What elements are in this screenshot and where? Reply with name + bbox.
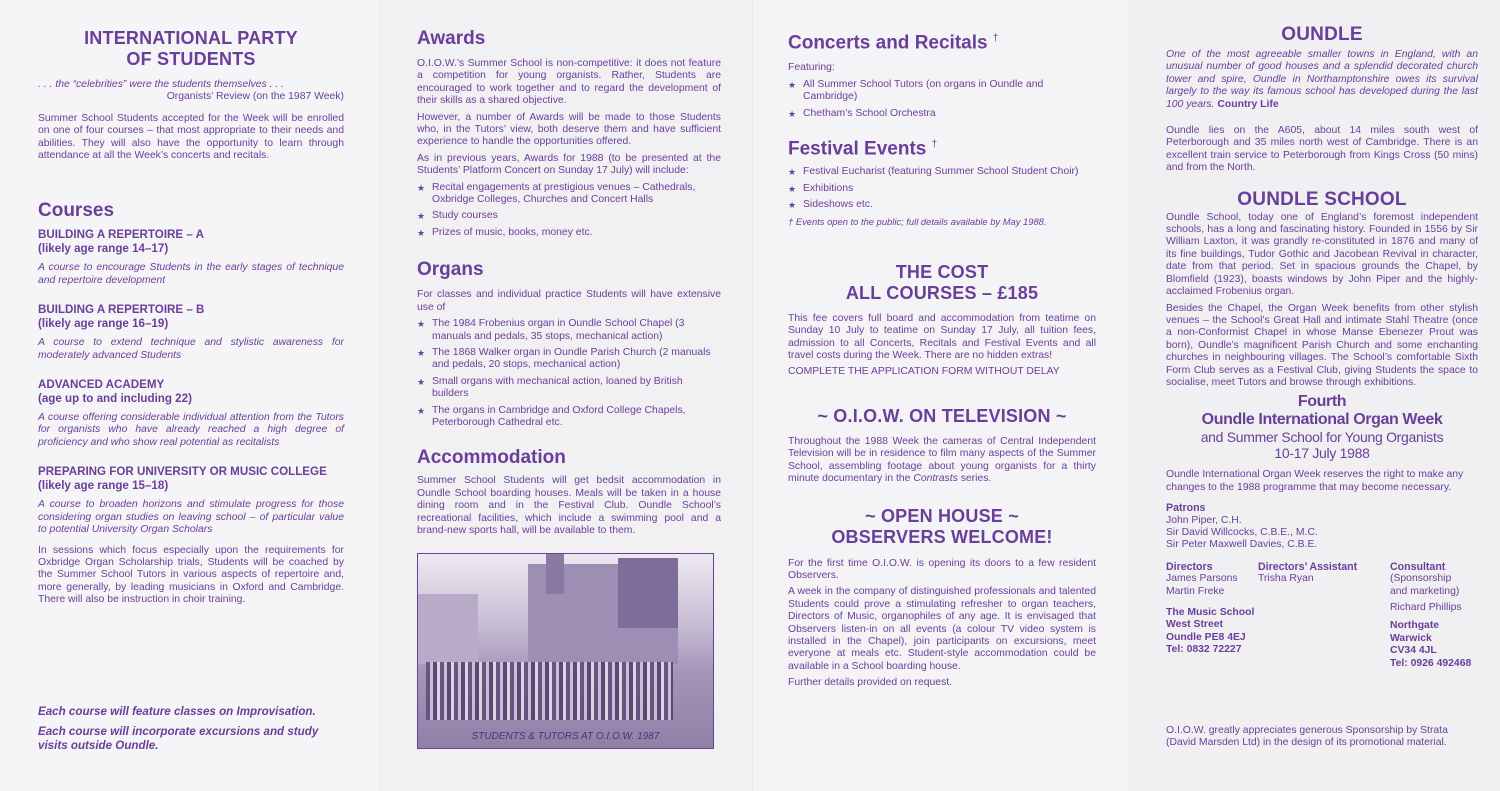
assistant-name: Trisha Ryan: [1258, 573, 1314, 585]
quote: . . . the “celebrities” were the students themselves . . .: [38, 79, 285, 90]
courses-heading: Courses: [38, 200, 115, 222]
staff-block: [1166, 561, 1478, 670]
telephone: Tel: 0926 492468: [1390, 657, 1472, 669]
telephone: Tel: 0832 72227: [1166, 644, 1242, 656]
accommodation-paragraph: Summer School Students will get bedsit accommodation in Oundle School boarding houses. Meals will be taken in a house dining room and in the Festival Club. Oundle School’s recreational facilities, which include a swimming pool and a brand-new sports hall, will be available to them.: [417, 475, 721, 536]
course-age: (likely age range 14–17): [38, 242, 169, 256]
address-line: West Street: [1166, 619, 1223, 631]
photo-group: [426, 662, 673, 720]
course-desc: A course to broaden horizons and stimulate progress for those considering organ studies on leaving school – of particular value to potential University Organ Scholars: [38, 499, 344, 536]
address-line: Northgate: [1390, 620, 1440, 632]
list-item: ★ The 1984 Frobenius organ in Oundle School Chapel (3 manuals and pedals, 35 stops, mechanical action): [417, 318, 721, 343]
patron-name: John Piper, C.H.: [1166, 514, 1242, 526]
address-line: CV34 4JL: [1390, 645, 1437, 657]
list-item: ★ The organs in Cambridge and Oxford College Chapels, Peterborough Cathedral etc.: [417, 405, 721, 430]
event-edition: Fourth: [1297, 393, 1347, 411]
course-age: (likely age range 15–18): [38, 479, 169, 493]
school-address: [1166, 607, 1258, 657]
course-item: [38, 465, 344, 536]
open-house-heading-line1: ~ OPEN HOUSE ~: [865, 505, 1019, 526]
photo-trees: [418, 594, 478, 664]
patron-name: Sir Peter Maxwell Davies, C.B.E.: [1166, 539, 1318, 551]
address-line: The Music School: [1166, 607, 1255, 618]
list-item: ★ Exhibitions: [788, 183, 1096, 195]
note-improvisation: Each course will feature classes on Improvisation.: [38, 705, 316, 718]
course-name: BUILDING A REPERTOIRE – B: [38, 303, 205, 317]
open-house-paragraph-2: A week in the company of distinguished professionals and talented Students could prove a stimulating refresher to organ teachers, Directors of Music, organophiles of any age. It is envisaged that Observers listen-in on all events (a colour TV video system is installed in the Chapel), join participants on excursions, meet everyone at meals etc. Student-style accommodation could be available in a School boarding house.: [788, 586, 1096, 672]
oundle-quote-source: Country Life: [1217, 98, 1279, 110]
festival-list: [788, 166, 1096, 211]
event-subtitle: and Summer School for Young Organists: [1200, 429, 1444, 446]
organs-heading: Organs: [417, 259, 484, 281]
oxbridge-paragraph: In sessions which focus especially upon the requirements for Oxbridge Organ Scholarship trials, Students will be coached by the Summer School Tutors in various aspects of repertoire and, more generally, by leading musicians in Oxford and Cambridge. There will also be instruction in choir training.: [38, 544, 344, 606]
rights-notice: Oundle International Organ Week reserves the right to make any changes to the 1988 programme that may become necessary.: [1166, 469, 1464, 493]
address-line: Warwick: [1390, 632, 1432, 644]
course-name: BUILDING A REPERTOIRE – A: [38, 228, 204, 242]
title-line2: OF STUDENTS: [126, 49, 256, 69]
television-text: Throughout the 1988 Week the cameras of Central Independent Television will be in residence to film many aspects of the Summer School, assembling footage about young organists for a thirty minute documentary in the: [788, 435, 1096, 485]
sponsorship-note: O.I.O.W. greatly appreciates generous Sponsorship by Strata (David Marsden Ltd) in the design of its promotional material.: [1166, 725, 1448, 749]
oundle-school-heading: OUNDLE SCHOOL: [1237, 188, 1407, 210]
course-desc: A course offering considerable individual attention from the Tutors for organists who have already reached a high degree of proficiency and who show real potential as recitalists: [38, 412, 344, 448]
course-name: PREPARING FOR UNIVERSITY OR MUSIC COLLEGE: [38, 465, 327, 479]
festival-heading-text: Festival Events: [788, 138, 927, 160]
patrons-heading: Patrons: [1166, 502, 1206, 515]
panel-oundle: [1130, 0, 1500, 791]
list-item: ★ Chetham’s School Orchestra: [788, 108, 1096, 120]
directors-column: [1166, 561, 1258, 670]
list-item: ★ Study courses: [417, 210, 721, 222]
events-footnote: † Events open to the public; full details available by May 1988.: [788, 215, 1047, 227]
patron-name: Sir David Willcocks, C.B.E., M.C.: [1166, 526, 1318, 538]
course-item: [38, 228, 344, 287]
list-item: ★ Prizes of music, books, money etc.: [417, 227, 721, 239]
cost-heading-line1: THE COST: [895, 261, 989, 282]
quote-source: Organists’ Review (on the 1987 Week): [166, 91, 344, 103]
oundle-quote-text: One of the most agreeable smaller towns in England, with an unusual number of good houses and a splendid decorated church tower and spire, Oundle in Northamptonshire owes its survival largely to the way its famous school has developed during the last 100 years.: [1166, 49, 1478, 110]
panel-concerts-cost: [753, 0, 1130, 791]
event-title: Oundle International Organ Week: [1201, 411, 1443, 429]
awards-paragraph-2: However, a number of Awards will be made to those Students who, in the Tutors’ view, both deserve them and have sufficient experience to handle the opportunities offered.: [417, 111, 721, 148]
list-item: ★ Recital engagements at prestigious venues – Cathedrals, Oxbridge Colleges, Churches and Concert Halls: [417, 182, 721, 207]
photo-wing: [618, 558, 678, 628]
television-heading: ~ O.I.O.W. ON TELEVISION ~: [817, 405, 1067, 426]
dagger-mark: †: [992, 33, 999, 44]
intro-paragraph: Summer School Students accepted for the Week will be enrolled on one of four courses – that most appropriate to their needs and abilities. They will also have the opportunity to learn through attendance at all the Week’s concerts and recitals.: [38, 112, 344, 162]
open-house-paragraph-3: Further details provided on request.: [788, 677, 953, 689]
consultant-heading: Consultant: [1390, 560, 1446, 573]
awards-list: [417, 182, 721, 240]
directors-heading: Directors: [1166, 560, 1213, 573]
cost-call-to-action: COMPLETE THE APPLICATION FORM WITHOUT DELAY: [788, 365, 1060, 377]
concerts-heading: [788, 28, 1096, 54]
assistant-heading: Directors’ Assistant: [1258, 560, 1358, 573]
course-desc: A course to extend technique and stylistic awareness for moderately advanced Students: [38, 337, 344, 361]
event-dates: 10-17 July 1988: [1274, 445, 1370, 462]
television-series-name: Contrasts: [913, 473, 958, 485]
note-excursions: Each course will incorporate excursions and study visits outside Oundle.: [38, 725, 319, 752]
organs-intro: For classes and individual practice Students will have extensive use of: [417, 289, 721, 313]
concerts-list: [788, 79, 1096, 120]
oundle-location: Oundle lies on the A605, about 14 miles south west of Peterborough and 35 miles north west of Cambridge. There is an excellent train service to Peterborough from Kings Cross (50 mins) and from the North.: [1166, 125, 1478, 174]
awards-paragraph-3: As in previous years, Awards for 1988 (to be presented at the Students’ Platform Concert on Sunday 17 July) will include:: [417, 152, 721, 177]
consultant-column: [1390, 561, 1478, 670]
consultant-role: (Sponsorship: [1390, 573, 1452, 585]
address-line: Oundle PE8 4EJ: [1166, 631, 1246, 643]
photo-tower: [546, 554, 564, 594]
featuring-label: Featuring:: [788, 62, 835, 74]
open-house-paragraph-1: For the first time O.I.O.W. is opening its doors to a few resident Observers.: [788, 557, 1096, 581]
consultant-address: [1390, 620, 1478, 670]
list-item: ★ Festival Eucharist (featuring Summer School Student Choir): [788, 166, 1096, 178]
open-house-heading-line2: OBSERVERS WELCOME!: [831, 526, 1053, 547]
festival-heading: [788, 134, 1096, 160]
oundle-heading: OUNDLE: [1281, 24, 1363, 45]
course-age: (likely age range 16–19): [38, 317, 169, 331]
course-name: ADVANCED ACADEMY: [38, 378, 165, 392]
television-paragraph: [788, 436, 1096, 486]
group-photo: [417, 553, 714, 749]
television-text-end: series.: [957, 473, 992, 485]
list-item: ★ The 1868 Walker organ in Oundle Parish Church (2 manuals and pedals, 20 stops, mechanical action): [417, 347, 721, 372]
course-desc: A course to encourage Students in the early stages of technique and repertoire development: [38, 262, 344, 286]
dagger-mark: †: [931, 138, 938, 150]
assistant-column: [1258, 561, 1390, 670]
course-item: [38, 378, 344, 449]
awards-paragraph-1: O.I.O.W.’s Summer School is non-competitive: it does not feature a competition for young organists. Rather, Students are encouraged to work together and to regard the development of their skills as a shared objective.: [417, 58, 721, 107]
accommodation-heading: Accommodation: [417, 447, 566, 469]
school-paragraph-1: Oundle School, today one of England’s foremost independent schools, has a long and fascinating history. Founded in 1556 by Sir William Laxton, it was grandly re-constituted in 1876 and many of its fine buildings, Tudor Gothic and Jacobean Revival in character, date from that period. Set in spacious grounds the Chapel, by Blomfield (1923), boasts windows by John Piper and the highly-acclaimed Frobenius organ.: [1166, 211, 1478, 298]
school-paragraph-2: Besides the Chapel, the Organ Week benefits from other stylish venues – the School’s Great Hall and intimate Stahl Theatre (once a non-Conformist Chapel in whose Manse Ebenezer Prout was born), Oundle’s magnificent Parish Church and some enchanting churches in neighbouring villages. The School’s comfortable Sixth Form Club serves as a Festival Club, giving Students the space to socialise, meet Tutors and browse through exhibitions.: [1166, 302, 1478, 388]
patrons-block: [1166, 502, 1478, 552]
list-item: ★ Sideshows etc.: [788, 199, 1096, 211]
organs-list: [417, 318, 721, 429]
photo-caption: STUDENTS & TUTORS AT O.I.O.W. 1987: [471, 731, 660, 742]
course-item: [38, 303, 344, 362]
director-name: Martin Freke: [1166, 585, 1225, 597]
panel-awards-organs: [380, 0, 753, 791]
list-item: ★ All Summer School Tutors (on organs in Oundle and Cambridge): [788, 79, 1096, 104]
awards-heading: Awards: [417, 28, 486, 49]
oundle-quote: [1166, 49, 1478, 111]
cost-heading-line2: ALL COURSES – £185: [845, 282, 1039, 303]
concerts-heading-text: Concerts and Recitals: [788, 32, 988, 54]
list-item: ★ Small organs with mechanical action, loaned by British builders: [417, 376, 721, 401]
consultant-name: Richard Phillips: [1390, 602, 1462, 613]
panel-international-party: [0, 0, 380, 791]
cost-paragraph: This fee covers full board and accommodation from teatime on Sunday 10 July to teatime on Sunday 17 July, all tuition fees, admission to all Concerts, Recitals and Festival Events and all travel costs during the Week. There are no hidden extras!: [788, 312, 1096, 362]
director-name: James Parsons: [1166, 573, 1238, 585]
course-age: (age up to and including 22): [38, 392, 192, 406]
consultant-role: and marketing): [1390, 585, 1460, 597]
title-line1: INTERNATIONAL PARTY: [84, 28, 298, 48]
